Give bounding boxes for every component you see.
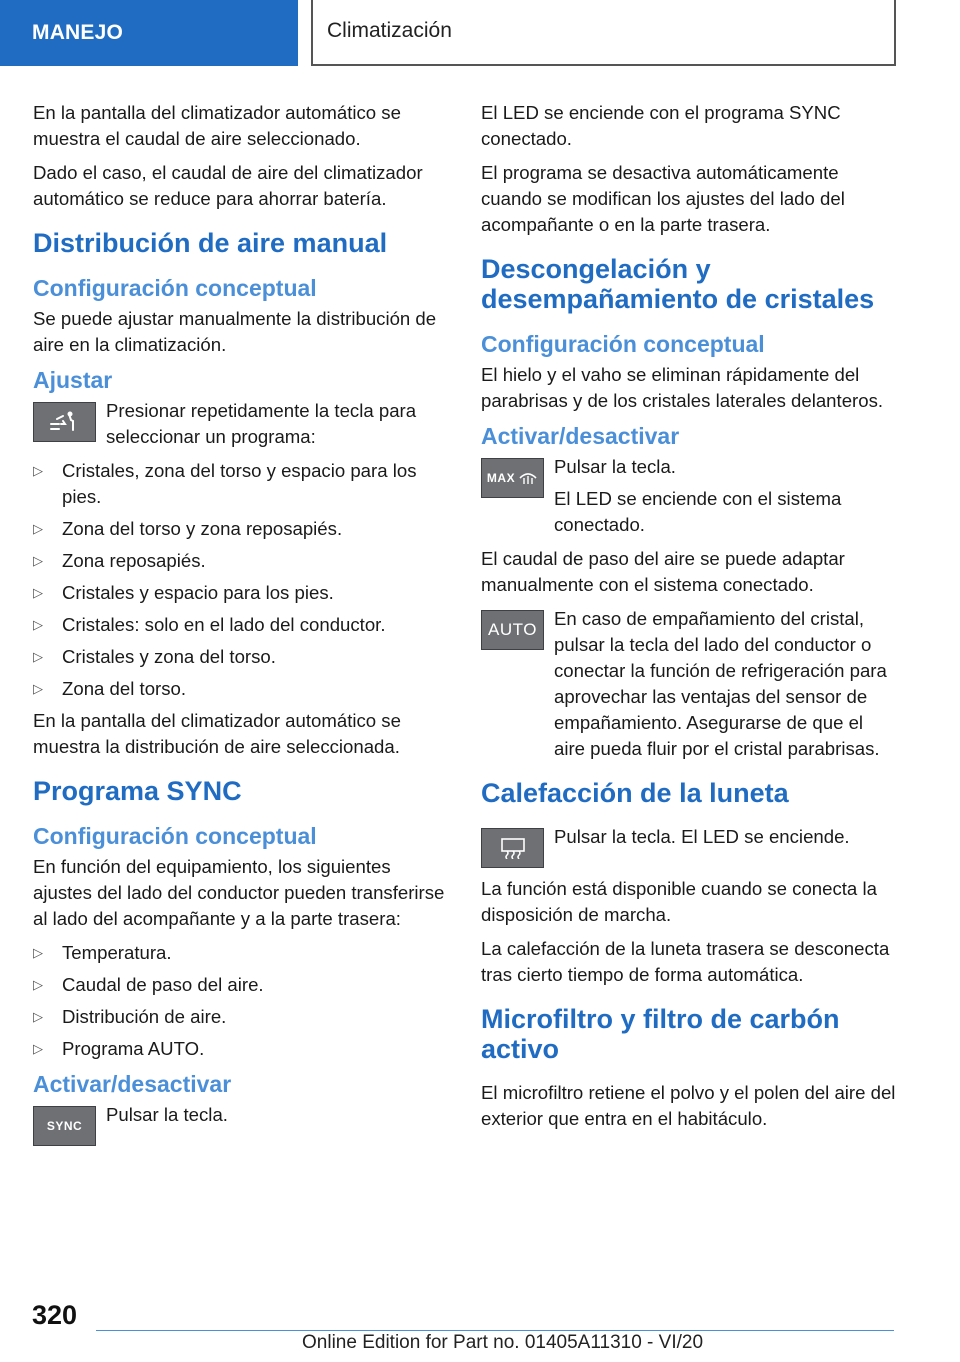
bullet-icon: ▷ [33,553,43,568]
list-item: ▷ Caudal de paso del aire. [33,972,448,998]
page-footer [0,1290,960,1362]
bullet-icon: ▷ [33,463,43,478]
bullet-icon: ▷ [33,617,43,632]
paragraph: En función del equipamiento, los siguientes ajustes del lado del conductor pueden transferirse al lado del acompañante y a la parte trasera: [33,856,445,929]
icon-row [481,824,896,868]
bullet-icon: ▷ [33,585,43,600]
icon-description: Presionar repetidamente la tecla para seleccionar un programa: [106,400,417,447]
page-number: 320 [32,1300,78,1330]
subheading-activate: Activar/desactivar [33,1071,232,1097]
list-item: ▷ Cristales, zona del torso y espacio para los pies. [33,460,417,507]
subheading-concept: Configuración conceptual [33,823,317,849]
paragraph: En la pantalla del climatizador automático se muestra el caudal de aire seleccionado. [33,102,401,149]
bullet-icon: ▷ [33,681,43,696]
icon-row [481,454,896,538]
right-column [481,100,896,1140]
subheading-concept: Configuración conceptual [481,331,765,357]
paragraph: El hielo y el vaho se eliminan rápidamente del parabrisas y de los cristales laterales delanteros. [481,364,884,411]
paragraph: Se puede ajustar manualmente la distribución de aire en la climatización. [33,308,437,355]
icon-description: Pulsar la tecla. [554,456,676,477]
bullet-icon: ▷ [33,1041,43,1056]
max-label: MAX [486,471,516,485]
paragraph: El LED se enciende con el programa SYNC conectado. [481,102,841,149]
page-header [0,0,960,66]
list-item: ▷ Distribución de aire. [33,1004,448,1030]
footer-divider [96,1330,894,1331]
list-item: ▷ Programa AUTO. [33,1036,448,1062]
edition-text: Online Edition for Part no. 01405A11310 - VI/20 [302,1332,704,1353]
bullet-icon: ▷ [33,521,43,536]
icon-description: Pulsar la tecla. [106,1104,228,1125]
bullet-icon: ▷ [33,977,43,992]
paragraph: La función está disponible cuando se conecta la disposición de marcha. [481,878,877,925]
list-item: ▷ Cristales y zona del torso. [33,644,448,670]
auto-button-icon: AUTO [481,610,544,650]
heading-rear-heating: Calefacción de la luneta [481,778,789,808]
icon-description: Pulsar la tecla. El LED se enciende. [554,826,850,847]
subheading-adjust: Ajustar [33,367,113,393]
paragraph: La calefacción de la luneta trasera se desconecta tras cierto tiempo de forma automática. [481,938,890,985]
bullet-icon: ▷ [33,945,43,960]
sync-list [33,940,448,1062]
heading-distribution: Distribución de aire manual [33,228,388,258]
paragraph: El microfiltro retiene el polvo y el polen del aire del exterior que entra en el habitáculo. [481,1082,896,1129]
heading-defrost: Descongelación y desempañamiento de cristales [481,254,875,314]
rear-window-heating-icon [481,828,544,868]
paragraph: El caudal de paso del aire se puede adaptar manualmente con el sistema conectado. [481,548,845,595]
list-item: ▷ Cristales y espacio para los pies. [33,580,448,606]
icon-description: En caso de empañamiento del cristal, pulsar la tecla del lado del conductor o conectar la función de refrigeración para aprovechar las ventajas del sensor de empañamiento. Asegurarse de que el aire pueda fluir por el cristal parabrisas. [554,608,887,759]
heading-microfilter: Microfiltro y filtro de carbón activo [481,1004,840,1064]
bullet-icon: ▷ [33,1009,43,1024]
list-item: ▷ Temperatura. [33,940,448,966]
list-item: ▷ Zona del torso y zona reposapiés. [33,516,448,542]
sync-button-icon: SYNC [33,1106,96,1146]
chapter-title: Climatización [311,0,896,66]
section-title: MANEJO [0,0,298,66]
heading-sync: Programa SYNC [33,776,242,806]
left-column [33,100,448,1154]
list-item: ▷ Zona reposapiés. [33,548,448,574]
icon-row [481,606,896,762]
list-item: ▷ Zona del torso. [33,676,448,702]
bullet-icon: ▷ [33,649,43,664]
icon-description: El LED se enciende con el sistema conectado. [554,488,842,535]
icon-row [33,398,448,450]
distribution-list [33,458,448,702]
icon-row [33,1102,448,1146]
subheading-activate: Activar/desactivar [481,423,680,449]
list-item: ▷ Cristales: solo en el lado del conductor. [33,612,448,638]
subheading-concept: Configuración conceptual [33,275,317,301]
paragraph: En la pantalla del climatizador automático se muestra la distribución de aire seleccionada. [33,710,401,757]
max-defrost-icon [481,458,544,498]
air-distribution-icon [33,402,96,442]
paragraph: El programa se desactiva automáticamente cuando se modifican los ajustes del lado del acompañante o en la parte trasera. [481,162,845,235]
paragraph: Dado el caso, el caudal de aire del climatizador automático se reduce para ahorrar batería. [33,162,423,209]
